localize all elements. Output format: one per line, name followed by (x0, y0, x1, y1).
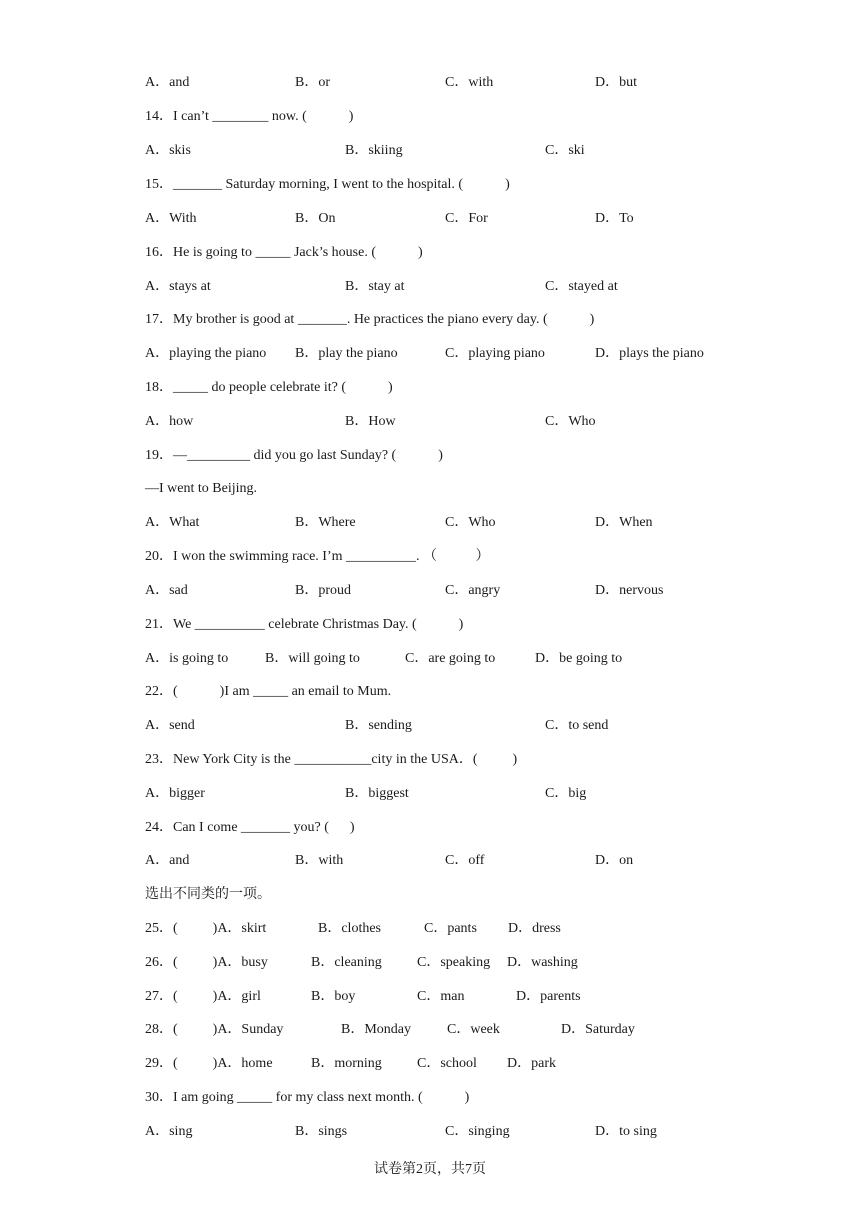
answer-option: B．biggest (345, 786, 409, 801)
answer-option: B．play the piano (295, 346, 398, 361)
answer-option: A．sad (145, 583, 188, 598)
answer-option: C．pants (424, 921, 477, 936)
question-line: 20．I won the swimming race. I’m __________. （ ） (145, 549, 490, 564)
answer-option: C．stayed at (545, 279, 618, 294)
question-line: 19．—_________ did you go last Sunday? ( ) (145, 448, 443, 463)
answer-option: C．singing (445, 1124, 510, 1139)
answer-option: D．park (507, 1056, 556, 1071)
answer-option: C．big (545, 786, 587, 801)
answer-option: C．week (447, 1022, 500, 1037)
answer-option: C．ski (545, 143, 585, 158)
answer-option: C．playing piano (445, 346, 545, 361)
answer-option: B．On (295, 211, 336, 226)
answer-option: B．cleaning (311, 955, 382, 970)
answer-option: C．school (417, 1056, 477, 1071)
answer-option: A．and (145, 75, 190, 90)
question-line: 21．We __________ celebrate Christmas Day. ( ) (145, 617, 464, 632)
answer-option: A．send (145, 718, 195, 733)
answer-option: 27．( )A．girl (145, 989, 261, 1004)
answer-option: D．When (595, 515, 653, 530)
answer-option: A．playing the piano (145, 346, 267, 361)
answer-option: B．stay at (345, 279, 405, 294)
question-line: 18．_____ do people celebrate it? ( ) (145, 380, 393, 395)
question-line: 23．New York City is the ___________city in the USA．( ) (145, 752, 518, 767)
question-line: 15．_______ Saturday morning, I went to the hospital. ( ) (145, 177, 510, 192)
answer-option: A．skis (145, 143, 191, 158)
answer-option: D．nervous (595, 583, 664, 598)
answer-option: C．Who (545, 414, 596, 429)
question-line: 30．I am going _____ for my class next month. ( ) (145, 1090, 470, 1105)
answer-option: C．with (445, 75, 494, 90)
answer-option: B．How (345, 414, 396, 429)
answer-option: C．Who (445, 515, 496, 530)
answer-option: D．but (595, 75, 637, 90)
answer-option: A．and (145, 853, 190, 868)
answer-option: 28．( )A．Sunday (145, 1022, 284, 1037)
answer-option: B．sending (345, 718, 412, 733)
answer-option: B．boy (311, 989, 356, 1004)
answer-option: B．clothes (318, 921, 381, 936)
answer-option: 25．( )A．skirt (145, 921, 267, 936)
answer-option: A．bigger (145, 786, 205, 801)
answer-option: D．parents (516, 989, 581, 1004)
answer-option: D．Saturday (561, 1022, 635, 1037)
answer-option: C．For (445, 211, 488, 226)
answer-option: A．With (145, 211, 197, 226)
answer-option: D．be going to (535, 651, 623, 666)
answer-option: B．with (295, 853, 344, 868)
answer-option: 26．( )A．busy (145, 955, 268, 970)
answer-option: D．on (595, 853, 634, 868)
answer-option: B．morning (311, 1056, 382, 1071)
answer-option: A．is going to (145, 651, 229, 666)
question-line: 24．Can I come _______ you? ( ) (145, 820, 355, 835)
question-line: 22．( )I am _____ an email to Mum. (145, 684, 392, 699)
answer-option: D．plays the piano (595, 346, 704, 361)
answer-option: C．man (417, 989, 465, 1004)
answer-option: C．speaking (417, 955, 491, 970)
answer-option: C．angry (445, 583, 501, 598)
answer-option: A．stays at (145, 279, 211, 294)
answer-option: 29．( )A．home (145, 1056, 273, 1071)
answer-option: B．skiing (345, 143, 403, 158)
answer-option: B．will going to (265, 651, 360, 666)
answer-option: C．off (445, 853, 485, 868)
answer-option: A．sing (145, 1124, 193, 1139)
answer-option: B．Where (295, 515, 356, 530)
question-line: —I went to Beijing. (145, 481, 257, 496)
question-line: 14．I can’t ________ now. ( ) (145, 109, 354, 124)
question-line: 16．He is going to _____ Jack’s house. ( ) (145, 245, 423, 260)
answer-option: B．or (295, 75, 330, 90)
answer-option: D．to sing (595, 1124, 657, 1139)
answer-option: C．to send (545, 718, 609, 733)
question-line: 选出不同类的一项。 (145, 887, 271, 902)
answer-option: D．dress (508, 921, 561, 936)
answer-option: A．how (145, 414, 194, 429)
answer-option: B．sings (295, 1124, 348, 1139)
answer-option: C．are going to (405, 651, 496, 666)
answer-option: D．To (595, 211, 634, 226)
question-line: 17．My brother is good at _______. He practices the piano every day. ( ) (145, 312, 595, 327)
answer-option: D．washing (507, 955, 578, 970)
answer-option: B．proud (295, 583, 351, 598)
answer-option: B．Monday (341, 1022, 411, 1037)
answer-option: A．What (145, 515, 200, 530)
page-footer: 试卷第2页，共7页 (374, 1162, 486, 1177)
